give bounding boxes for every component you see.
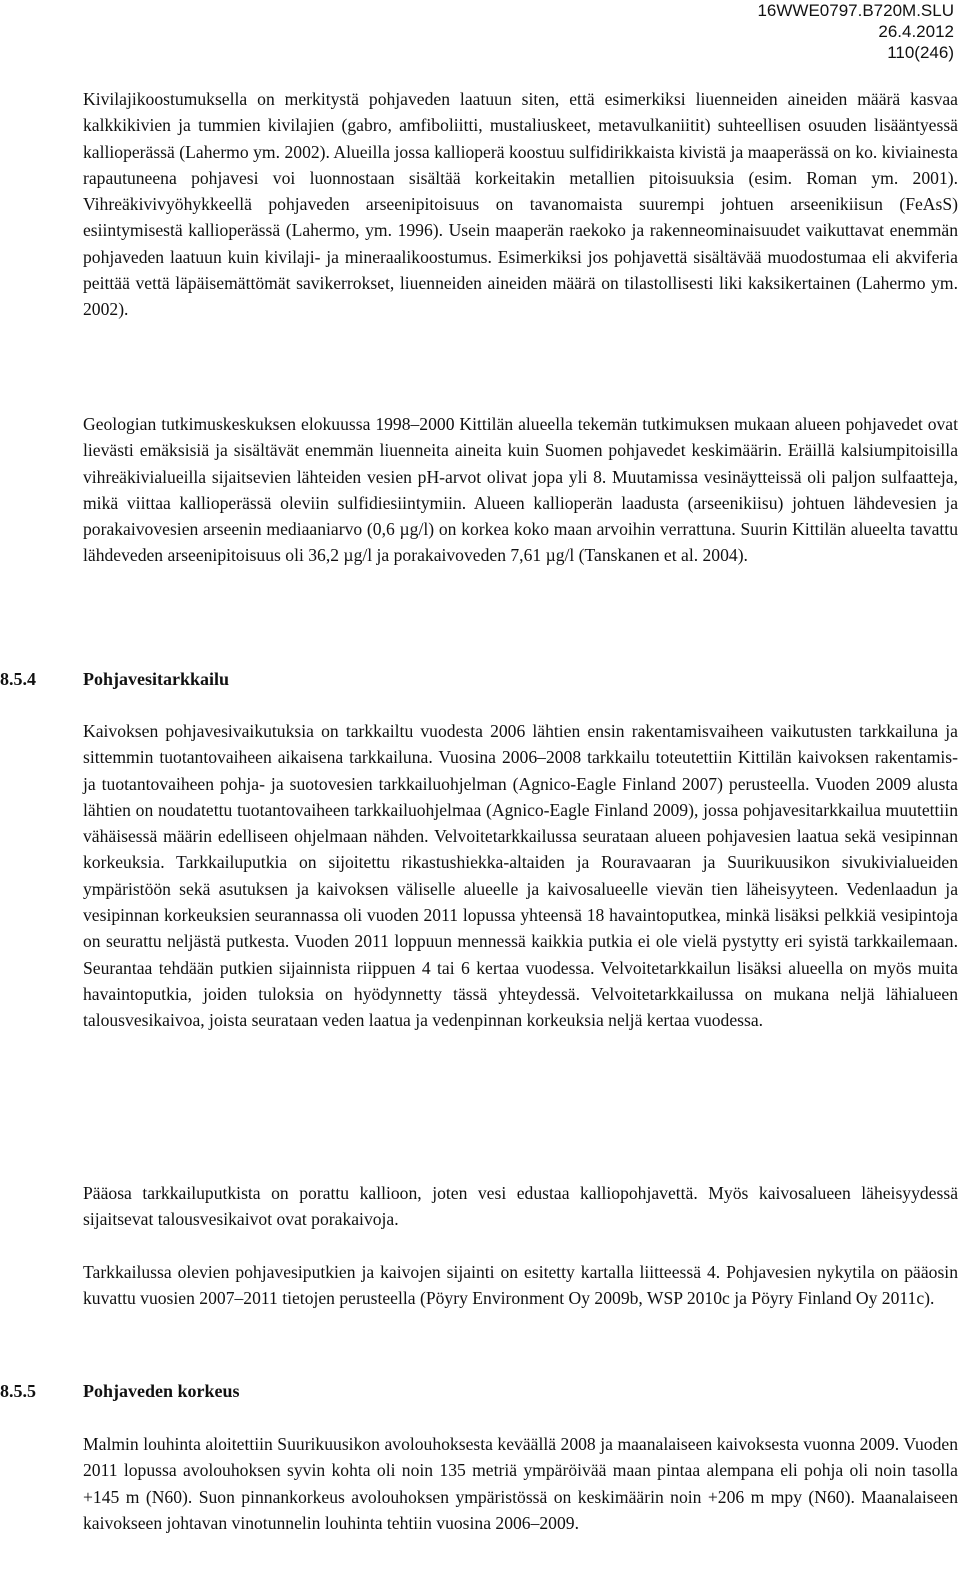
- paragraph-monitoring: Kaivoksen pohjavesivaikutuksia on tarkkailtu vuodesta 2006 lähtien ensin rakentamisvaiheen vaikutusten tarkkailuna ja sittemmin tuotantovaiheen aikaisena tarkkailuna. Vuosina 2006–2008 tarkkailu toteutettiin Kittilän kaivoksen rakentamis- ja tuotantovaiheen pohja- ja suotovesien tarkkailuohjelman (Agnico-Eagle Finland 2007) perusteella. Vuoden 2009 alusta lähtien on noudatettu tuotantovaiheen tarkkailuohjelmaa (Agnico-Eagle Finland 2009), jossa pohjavesitarkkailua muutettiin vähäisessä määrin edelliseen ohjelmaan nähden. Velvoitetarkkailussa seurataan alueen pohjavesien laatua sekä vesipinnan korkeuksia. Tarkkailuputkia on sijoitettu rikastushiekka-altaiden ja Rouravaaran ja Suurikuusikon sivukivialueiden ympäristöön sekä asutuksen ja kaivoksen väliselle alueelle ja kaivosalueelle vievän tien läheisyyteen. Vedenlaadun ja vesipinnan korkeuksien seurannassa oli vuoden 2011 lopussa yhteensä 18 havaintoputkea, minkä lisäksi pelkkiä vesipintoja on seurattu neljästä putkesta. Vuoden 2011 loppuun mennessä kaikkia putkia ei ole vielä pystytty eri syistä tarkkailemaan. Seurantaa tehdään putkien sijainnista riippuen 4 tai 6 kertaa vuodessa. Velvoitetarkkailun lisäksi alueella on myös muita havaintoputkia, joiden tuloksia on hyödynnetty tässä yhteydessä. Velvoitetarkkailussa on mukana neljä lähialueen talousvesikaivoa, joista seurataan veden laatua ja vedenpinnan korkeuksia neljä kertaa vuodessa.: [83, 721, 958, 1031]
- page-number: 110(246): [887, 43, 954, 62]
- paragraph-gtk-study: Geologian tutkimuskeskuksen elokuussa 1998–2000 Kittilän alueella tekemän tutkimuksen mukaan alueen pohjavedet ovat lievästi emäksisiä ja sisältävät enemmän liuenneita aineita kuin Suomen pohjavedet keskimäärin. Eräillä kalsiumpitoisilla vihreäkivialueilla sijaitsevien lähteiden vesien pH-arvot olivat jopa yli 8. Muutamissa vesinäytteissä oli paljon sulfaatteja, mikä viittaa kallioperässä oleviin sulfidiesiintymiin. Alueen kallioperän laadusta (arseenikiisu) johtuen lähdevesien ja porakaivovesien arseenin mediaaniarvo (0,6 µg/l) on korkea koko maan arvoihin verrattuna. Suurin Kittilän alueelta tavattu lähdeveden arseenipitoisuus oli 36,2 µg/l ja porakaivoveden 7,61 µg/l (Tanskanen et al. 2004).: [83, 414, 958, 566]
- document-id: 16WWE0797.B720M.SLU: [757, 1, 954, 20]
- section-number: 8.5.4: [0, 669, 36, 689]
- page-header: [757, 0, 954, 63]
- paragraph-bedrock-wells: Pääosa tarkkailuputkista on porattu kallioon, joten vesi edustaa kalliopohjavettä. Myös kaivosalueen läheisyydessä sijaitsevat talousvesikaivot ovat porakaivoja.: [83, 1183, 958, 1230]
- paragraph-groundwater-level: Malmin louhinta aloitettiin Suurikuusikon avolouhoksesta keväällä 2008 ja maanalaiseen kaivoksesta vuonna 2009. Vuoden 2011 lopussa avolouhoksen syvin kohta oli noin 135 metriä ympäröivää maan pintaa alempana eli pohja oli noin tasolla +145 m (N60). Suon pinnankorkeus avolouhoksen ympäristössä on keskimäärin noin +206 m mpy (N60). Maanalaiseen kaivokseen johtavan vinotunnelin louhinta tehtiin vuosina 2006–2009.: [83, 1434, 958, 1533]
- section-title: Pohjavesitarkkailu: [83, 669, 230, 689]
- paragraph-map-reference: Tarkkailussa olevien pohjavesiputkien ja kaivojen sijainti on esitetty kartalla liitteessä 4. Pohjavesien nykytila on pääosin kuvattu vuosien 2007–2011 tietojen perusteella (Pöyry Environment Oy 2009b, WSP 2010c ja Pöyry Finland Oy 2011c).: [83, 1262, 958, 1309]
- document-date: 26.4.2012: [878, 22, 954, 41]
- paragraph-lithology: Kivilajikoostumuksella on merkitystä pohjaveden laatuun siten, että esimerkiksi liuenneiden aineiden määrä kasvaa kalkkikivien ja tummien kivilajien (gabro, amfiboliitti, mustaliuskeet, metavulkaniitit) suhteellisen osuuden lisääntyessä kallioperässä (Lahermo ym. 2002). Alueilla jossa kallioperä koostuu sulfidirikkaista kivistä ja maaperässä on ko. kiviainesta rapautuneena pohjavesi voi luonnostaan sisältää korkeitakin metallien pitoisuuksia (esim. Roman ym. 2001). Vihreäkivivyöhykkeellä pohjaveden arseenipitoisuus on tavanomaista suurempi johtuen arseenikiisun (FeAsS) esiintymisestä kallioperässä (Lahermo, ym. 1996). Usein maaperän raekoko ja rakenneominaisuudet vaikuttavat enemmän pohjaveden laatuun kuin kivilaji- ja mineraalikoostumus. Esimerkiksi jos pohjavettä sisältävää muodostumaa eli akviferia peittää vettä läpäisemättömät savikerrokset, liuenneiden aineiden määrä on tilastollisesti liki kaksikertainen (Lahermo ym. 2002).: [83, 89, 958, 320]
- section-title: Pohjaveden korkeus: [83, 1381, 240, 1401]
- section-number: 8.5.5: [0, 1381, 36, 1401]
